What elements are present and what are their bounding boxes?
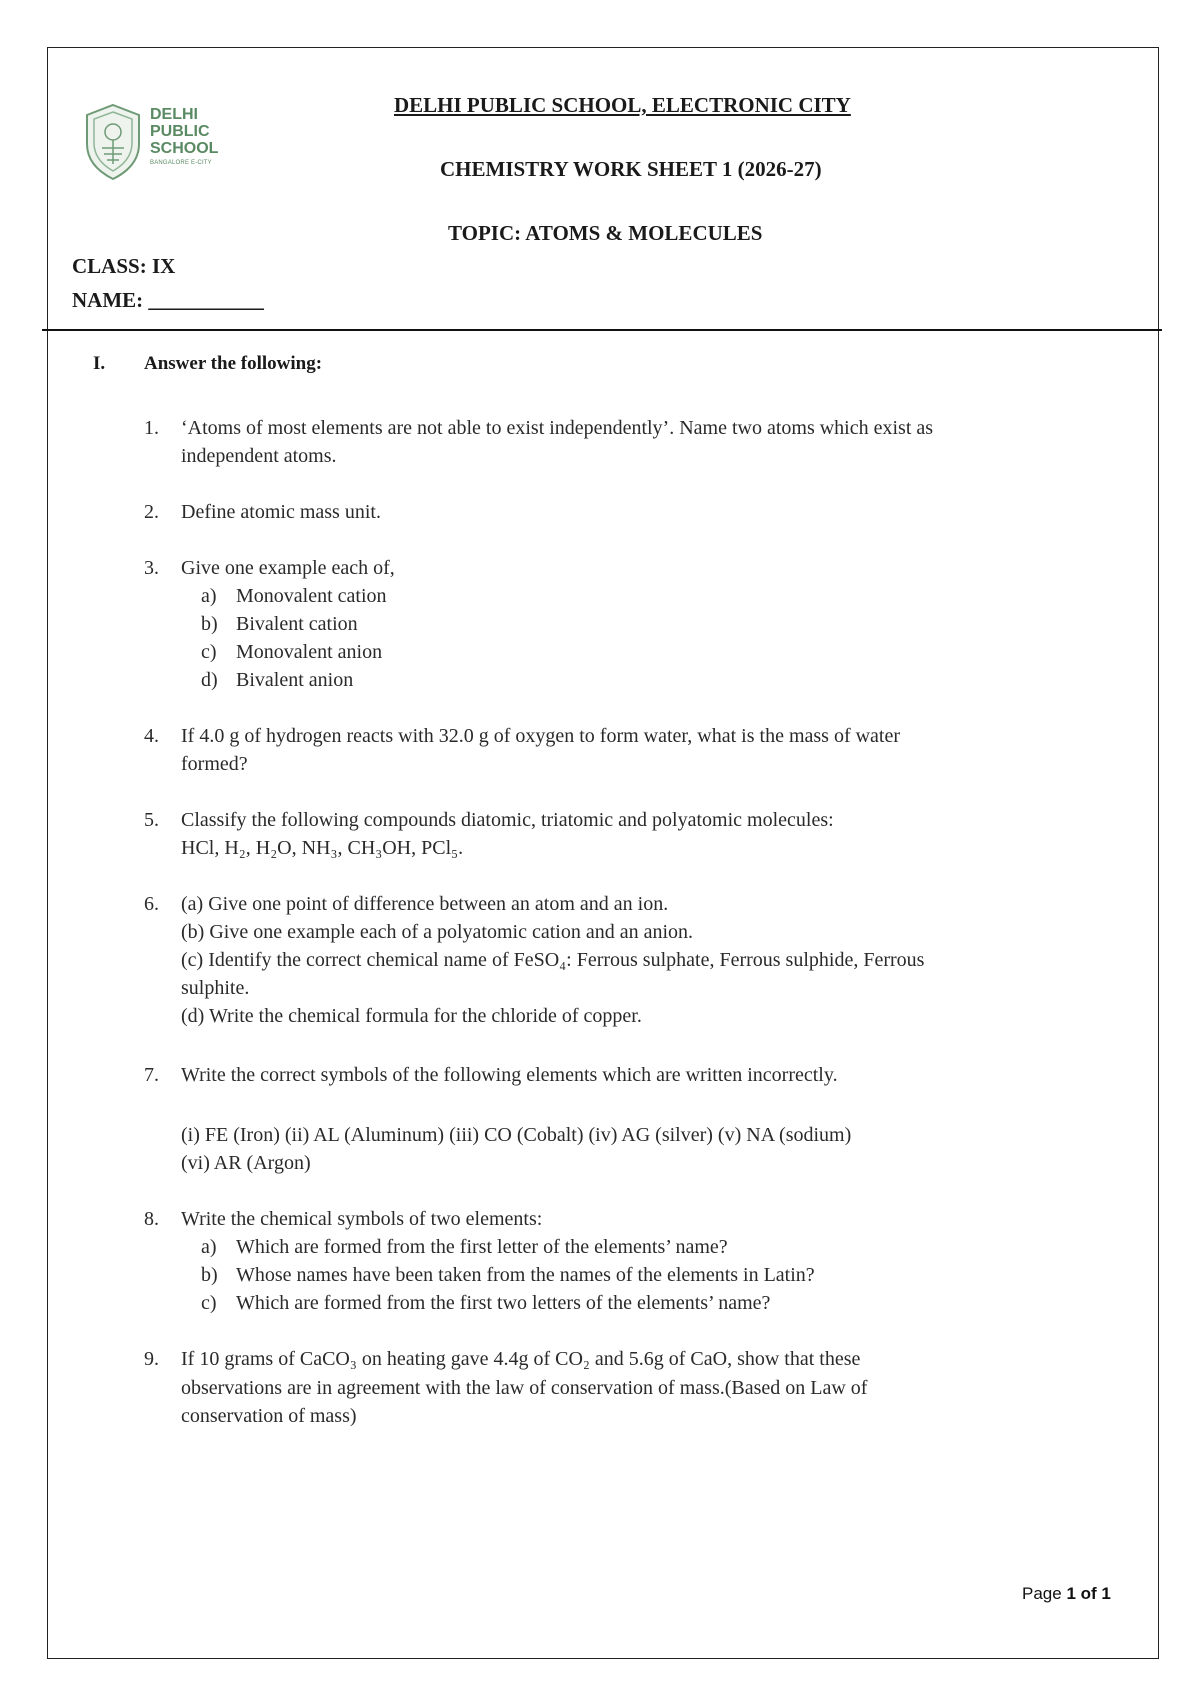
question-3c-text: Monovalent anion — [236, 641, 383, 663]
logo-line-3: SCHOOL — [150, 140, 219, 157]
logo-line-2: PUBLIC — [150, 123, 210, 140]
question-1-text: ‘Atoms of most elements are not able to exist independently’. Name two atoms which exist as — [181, 417, 934, 439]
page-number — [1022, 1584, 1111, 1604]
question-3a-marker: a) — [201, 585, 217, 607]
section-number: I. — [93, 353, 106, 374]
question-5-compounds: HCl, H₂, H₂O, NH₃, CH₃OH, PCl₅. — [181, 837, 464, 859]
question-4-number: 4. — [144, 725, 159, 747]
school-crest-icon — [80, 102, 146, 182]
question-3d-text: Bivalent anion — [236, 669, 354, 691]
class-label: CLASS: IX — [72, 254, 176, 278]
question-8c-marker: c) — [201, 1292, 217, 1314]
question-3c-marker: c) — [201, 641, 217, 663]
name-field: NAME: ___________ — [72, 288, 264, 312]
question-3d-marker: d) — [201, 669, 218, 691]
question-7-elements: (i) FE (Iron) (ii) AL (Aluminum) (iii) CO (Cobalt) (iv) AG (silver) (v) NA (sodium) — [181, 1124, 852, 1146]
question-6-number: 6. — [144, 893, 159, 915]
question-8a-marker: a) — [201, 1236, 217, 1258]
question-6a-text: (a) Give one point of difference between an atom and an ion. — [181, 893, 669, 915]
question-2-text: Define atomic mass unit. — [181, 501, 381, 523]
section-title: Answer the following: — [144, 353, 323, 374]
school-logo — [80, 100, 240, 186]
page-word: Page — [1022, 1584, 1062, 1603]
question-8b-text: Whose names have been taken from the names of the elements in Latin? — [236, 1264, 815, 1286]
question-7-number: 7. — [144, 1064, 159, 1086]
question-1-text-cont: independent atoms. — [181, 445, 337, 467]
logo-subtext: BANGALORE E-CITY — [150, 160, 212, 166]
question-7-text: Write the correct symbols of the following elements which are written incorrectly. — [181, 1064, 838, 1086]
question-3-text: Give one example each of, — [181, 557, 395, 579]
question-8b-marker: b) — [201, 1264, 218, 1286]
question-7-elements-cont: (vi) AR (Argon) — [181, 1152, 311, 1174]
question-9-text-cont: observations are in agreement with the law of conservation of mass.(Based on Law of — [181, 1377, 868, 1399]
school-title: DELHI PUBLIC SCHOOL, ELECTRONIC CITY — [394, 93, 851, 117]
question-6c-text: (c) Identify the correct chemical name of FeSO₄: Ferrous sulphate, Ferrous sulphide, Ferrous — [181, 949, 925, 971]
question-3a-text: Monovalent cation — [236, 585, 387, 607]
question-6d-text: (d) Write the chemical formula for the chloride of copper. — [181, 1005, 642, 1027]
question-8c-text: Which are formed from the first two letters of the elements’ name? — [236, 1292, 771, 1314]
question-9-number: 9. — [144, 1348, 159, 1370]
question-5-number: 5. — [144, 809, 159, 831]
question-3-number: 3. — [144, 557, 159, 579]
question-6c-text-cont: sulphite. — [181, 977, 250, 999]
question-8-text: Write the chemical symbols of two elements: — [181, 1208, 543, 1230]
question-1-number: 1. — [144, 417, 159, 439]
question-9-text: If 10 grams of CaCO₃ on heating gave 4.4g of CO₂ and 5.6g of CaO, show that these — [181, 1348, 861, 1370]
question-3b-marker: b) — [201, 613, 218, 635]
logo-line-1: DELHI — [150, 106, 198, 123]
topic-title: TOPIC: ATOMS & MOLECULES — [448, 221, 763, 245]
question-3b-text: Bivalent cation — [236, 613, 358, 635]
header-divider — [42, 329, 1162, 331]
question-9-text-cont-2: conservation of mass) — [181, 1405, 357, 1427]
logo-wordmark — [150, 106, 218, 157]
question-8a-text: Which are formed from the first letter of the elements’ name? — [236, 1236, 728, 1258]
question-6b-text: (b) Give one example each of a polyatomic cation and an anion. — [181, 921, 694, 943]
question-4-text: If 4.0 g of hydrogen reacts with 32.0 g of oxygen to form water, what is the mass of water — [181, 725, 901, 747]
question-4-text-cont: formed? — [181, 753, 248, 775]
page-total: 1 — [1101, 1584, 1111, 1603]
question-5-text: Classify the following compounds diatomic, triatomic and polyatomic molecules: — [181, 809, 834, 831]
question-8-number: 8. — [144, 1208, 159, 1230]
worksheet-title: CHEMISTRY WORK SHEET 1 (2026-27) — [440, 157, 822, 181]
page-current: 1 — [1066, 1584, 1076, 1603]
page-of-word: of — [1080, 1584, 1097, 1603]
question-2-number: 2. — [144, 501, 159, 523]
